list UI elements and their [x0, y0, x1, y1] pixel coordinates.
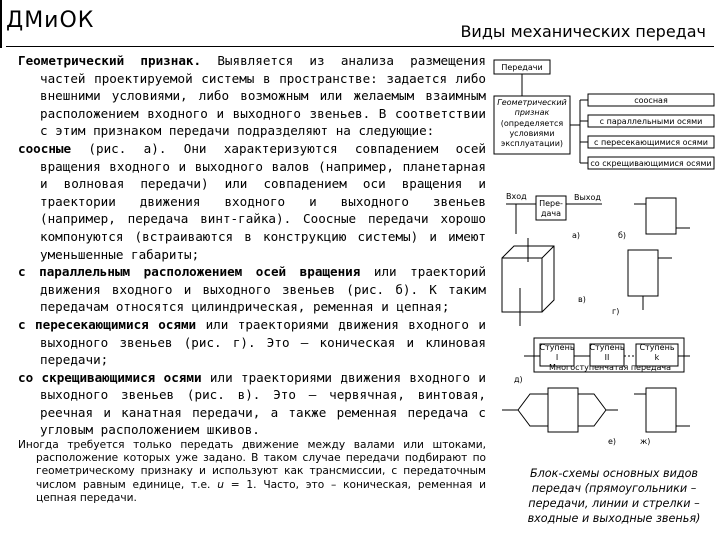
stage-2-title: Ступень: [589, 343, 625, 352]
multistage-label: Многоступенчатая передача: [548, 363, 672, 372]
criterion-line-2: признак: [514, 108, 550, 117]
label-b: б): [618, 231, 627, 240]
stage-2-number: II: [604, 353, 610, 362]
term-intersecting: с пересекающимися осями: [18, 316, 197, 332]
output-label: Выход: [574, 193, 601, 202]
paragraph-parallel: [18, 263, 486, 316]
stage-1-number: I: [555, 353, 559, 362]
criterion-line-4: условиями: [509, 129, 555, 138]
figure-caption: Блок-схемы основных видов передач (прямоугольники – передачи, линии и стрелки – входные и выходные звенья): [527, 467, 701, 525]
paragraph-coaxial: [18, 140, 486, 263]
header-divider: [6, 46, 714, 47]
paragraph-text: Выявляется из анализа размещения частей проектируемой системы в пространстве: задается либо внешними условиями, либо возможным или желаемым взаимным расположением входного и выходного звеньев. В соответствии с этим признаком передачи подразделяют на следующие:: [40, 53, 486, 139]
label-v: в): [578, 295, 586, 304]
gear-line-1: Пере-: [539, 199, 563, 208]
root-label: Передачи: [501, 63, 543, 72]
label-d: д): [514, 375, 523, 384]
criterion-line-3: (определяется: [500, 119, 564, 128]
stage-1-title: Ступень: [539, 343, 575, 352]
gear-line-2: дача: [540, 209, 562, 218]
paragraph-geometric: [18, 52, 486, 140]
note-text-end: = 1. Часто, это – коническая, ременная и цепная передачи.: [36, 478, 486, 504]
criterion-line-5: эксплуатации): [500, 139, 564, 148]
paragraph-text: (рис. а). Они характеризуются совпадением осей вращения входного и выходного валов (например, планетарная и волновая передачи) или совпадением оси вращения и траектории движения входного и выходного звеньев (например, передача винт-гайка). Соосные передачи хорошо компонуются (встраиваются в конструкцию системы) и имеют уменьшенные габариты;: [40, 140, 486, 262]
paragraph-crossing: [18, 369, 486, 439]
paragraph-text: или траекторий движения входного и выходного звеньев (рис. б). К таким передачам относятся цилиндрическая, ременная и цепная;: [40, 264, 486, 315]
label-e: е): [608, 437, 617, 446]
label-a: а): [572, 231, 581, 240]
note-text: Иногда требуется только передать движение между валами или штоками, расположение которых уже задано. В таком случае передачи подбирают по геометрическому признаку и используют как трансмиссии, с передаточным числом равным единице, т.е.: [18, 439, 486, 491]
criterion-line-1: Геометрический: [497, 98, 567, 107]
paragraph-text: или траекториями движения входного и выходного звеньев (рис. в). Это – червячная, винтовая, реечная и канатная передачи, а также ременная передача с угловым расположением шкивов.: [40, 369, 486, 438]
block-diagram: [490, 48, 718, 462]
course-logo: ДМиОК: [6, 8, 95, 33]
label-g: г): [612, 307, 620, 316]
type-coaxial: соосная: [634, 96, 668, 105]
label-zh: ж): [640, 437, 651, 446]
stage-k-number: k: [654, 353, 660, 362]
paragraph-note: [18, 439, 486, 505]
left-border: [0, 0, 2, 48]
term-geometric: Геометрический признак.: [18, 53, 202, 68]
type-crossing: со скрещивающимися осями: [590, 159, 712, 168]
term-parallel: с параллельным расположением осей вращения: [18, 264, 361, 280]
main-text: [18, 52, 486, 505]
type-parallel: с параллельными осями: [599, 117, 703, 126]
input-label: Вход: [506, 192, 527, 201]
symbol-u: u: [217, 478, 224, 491]
slide-title: Виды механических передач: [460, 22, 706, 41]
stage-k-title: Ступень: [639, 343, 675, 352]
paragraph-text: или траекториями движения входного и выходного звеньев (рис. г). Это – коническая и клиновая передачи;: [40, 316, 486, 368]
paragraph-intersecting: [18, 316, 486, 369]
term-coaxial: соосные: [18, 140, 72, 156]
term-crossing: со скрещивающимися осями: [18, 369, 202, 385]
type-intersecting: с пересекающимися осями: [594, 138, 708, 147]
